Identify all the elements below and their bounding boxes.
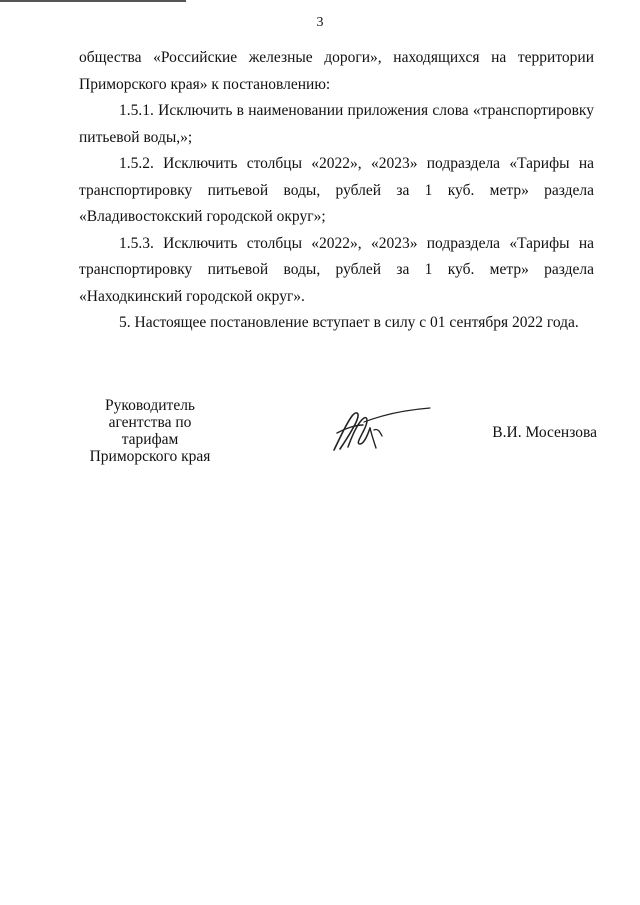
signatory-name: В.И. Мосензова — [492, 424, 597, 441]
item-5-line-1: 5. Настоящее постановление вступает в силу с 01 сентября 2022 года. — [119, 314, 579, 331]
intro-line-2: Приморского края» к постановлению: — [79, 75, 331, 93]
item-1-5-1-line-2: питьевой воды,»; — [79, 128, 193, 146]
page-number: 3 — [316, 15, 324, 30]
signatory-role — [80, 397, 220, 465]
signatory-role-line-2: агентства по тарифам — [108, 414, 192, 448]
item-1-5-3-line-2: транспортировку питьевой воды, рублей за 1 куб. метр» раздела — [79, 261, 594, 278]
scan-artifact-line — [0, 0, 186, 2]
intro-line-1: общества «Российские железные дороги», находящихся на территории — [79, 49, 594, 66]
item-1-5-3-line-1: 1.5.3. Исключить столбцы «2022», «2023» подраздела «Тарифы на — [119, 234, 594, 252]
item-1-5-1-line-1: 1.5.1. Исключить в наименовании приложения слова «транспортировку — [119, 102, 594, 119]
document-body — [79, 45, 594, 337]
signatory-role-line-1: Руководитель — [104, 397, 196, 414]
handwritten-signature — [330, 400, 442, 458]
item-1-5-2-line-1: 1.5.2. Исключить столбцы «2022», «2023» подраздела «Тарифы на — [119, 155, 594, 172]
item-1-5-2-line-2: транспортировку питьевой воды, рублей за 1 куб. метр» раздела — [79, 181, 594, 199]
item-1-5-2-line-3: «Владивостокский городской округ»; — [79, 208, 326, 225]
signatory-role-line-3: Приморского края — [89, 448, 211, 465]
item-1-5-3-line-3: «Находкинский городской округ». — [79, 287, 305, 305]
